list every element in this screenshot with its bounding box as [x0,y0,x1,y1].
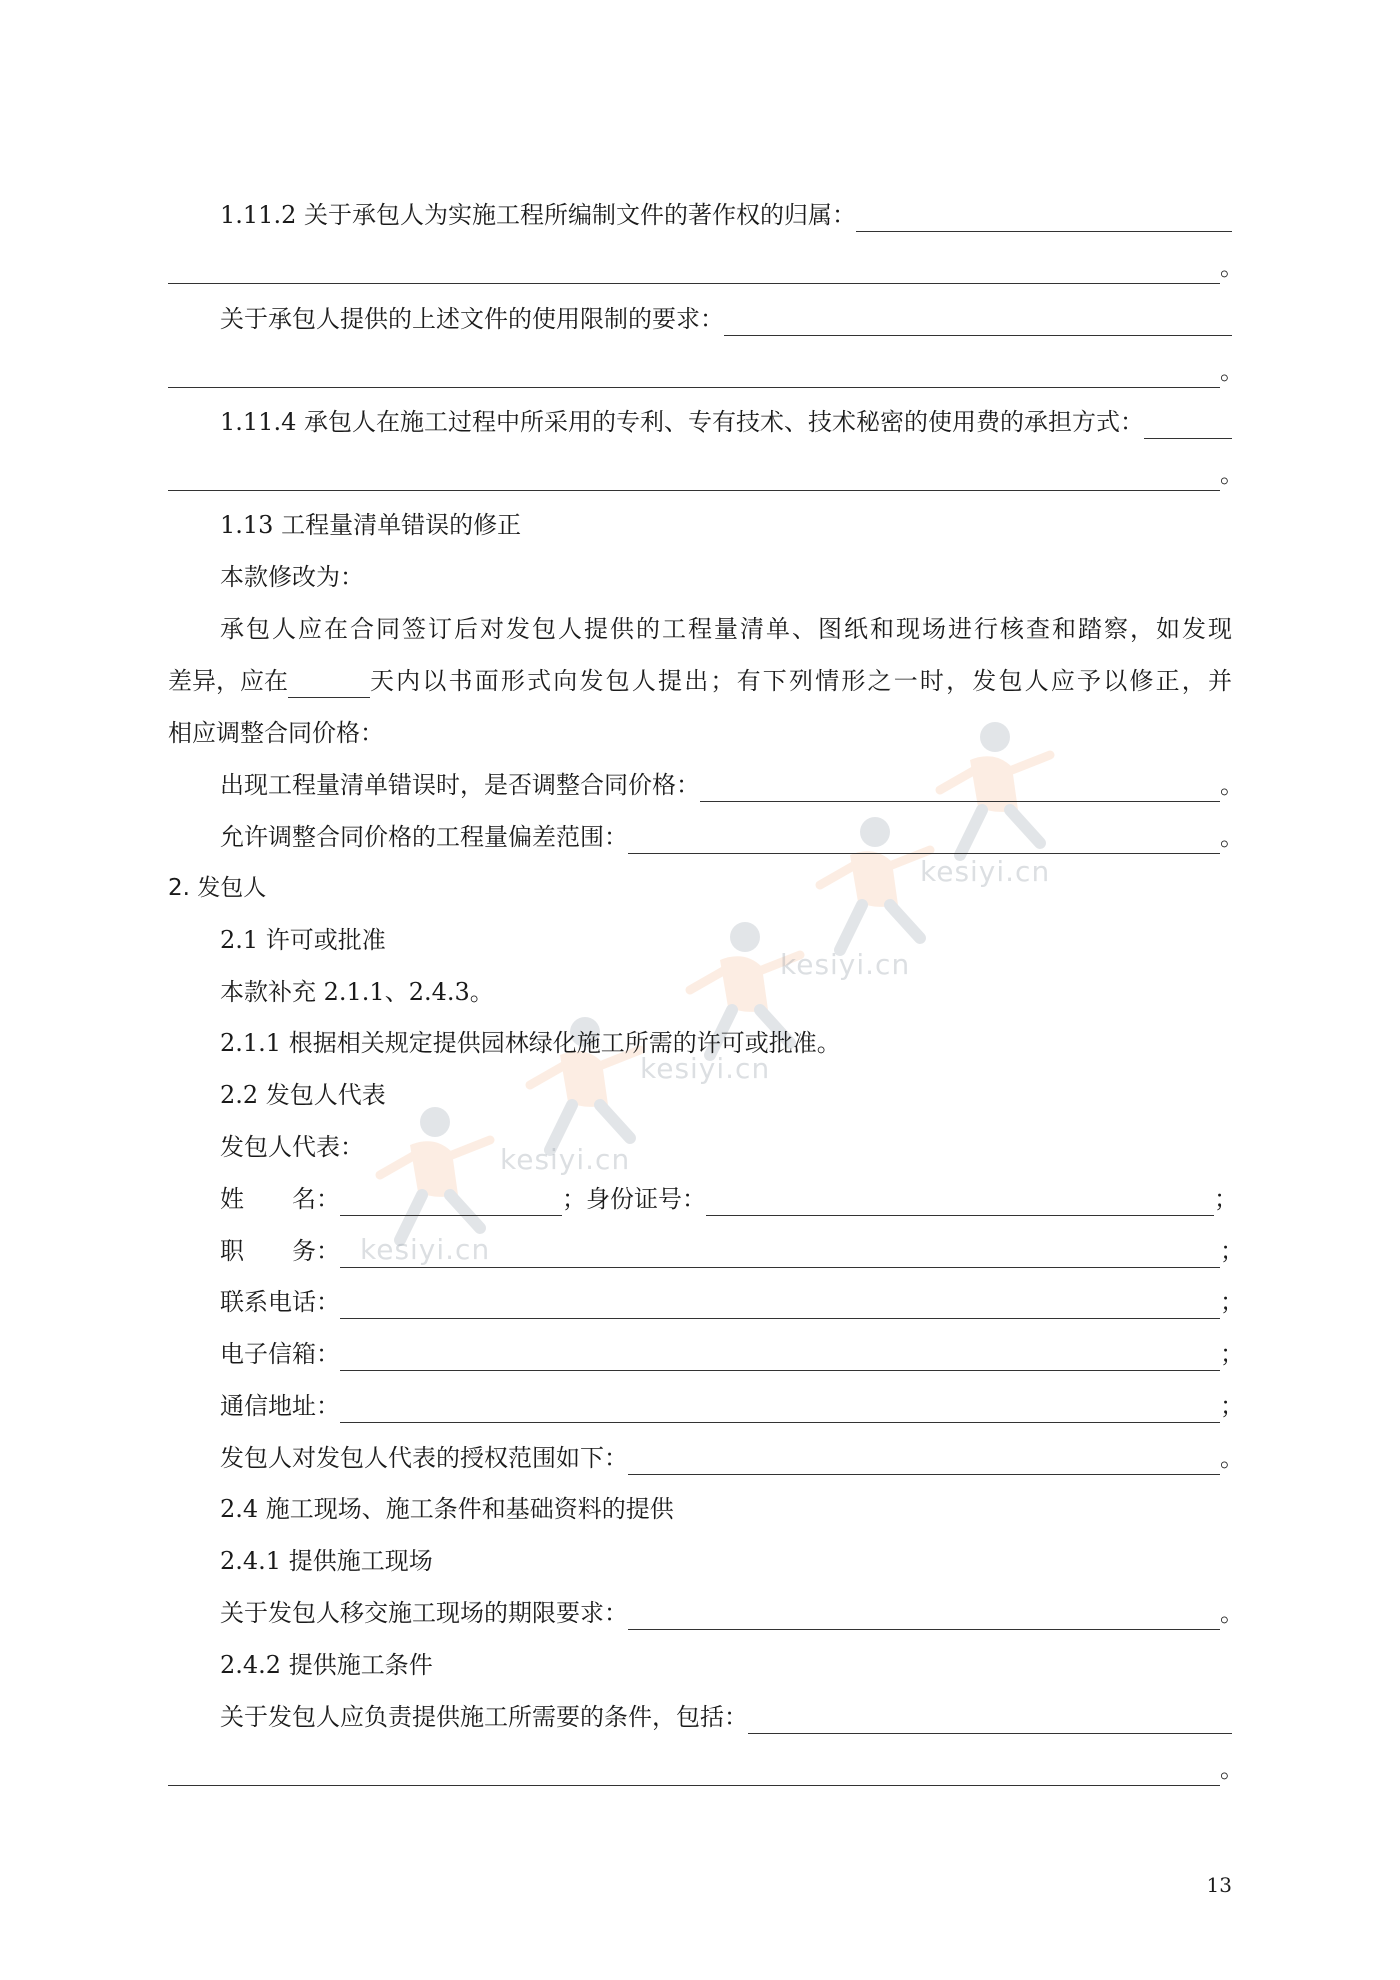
period-mark: 。 [1220,253,1244,281]
period-mark: 。 [1220,460,1244,488]
continuation-line [168,250,1244,284]
section-2-title: 2. 发包人 [168,875,267,901]
semicolon-mark: ； [1220,1288,1244,1316]
period-mark: 。 [1220,771,1244,799]
continuation-line [168,1752,1244,1786]
clause-2-4-heading [168,1492,1232,1526]
clause-1-11-4-text: 1.11.4 承包人在施工过程中所采用的专利、专有技术、技术秘密的使用费的承担方式： [220,408,1144,436]
phone-label: 联系电话： [220,1288,340,1316]
name-label: 姓 名： [220,1185,340,1213]
name-id-line [168,1182,1238,1216]
period-mark: 。 [1220,1444,1244,1472]
authorization-scope-line [168,1441,1244,1475]
phone-line [168,1285,1244,1319]
site-handover-label: 关于发包人移交施工现场的期限要求： [220,1599,628,1627]
period-mark: 。 [1220,1755,1244,1783]
semicolon-mark: ； [1220,1392,1244,1420]
modification-text: 本款修改为： [220,563,364,591]
clause-2-4-1-title: 2.4.1 提供施工现场 [220,1547,433,1575]
authorization-scope-field[interactable] [628,1447,1220,1475]
usage-restriction-line [168,302,1232,336]
clause-2-2-title: 2.2 发包人代表 [220,1081,386,1109]
paragraph-text: 承包人应在合同签订后对发包人提供的工程量清单、图纸和现场进行核查和踏察，如发现 [220,615,1232,643]
construction-conditions-field[interactable] [748,1706,1232,1734]
paragraph-line [168,716,1232,750]
clause-1-11-4-line [168,405,1232,439]
position-field[interactable] [340,1240,1220,1268]
position-label: 职 务： [220,1237,340,1265]
period-mark: 。 [1220,823,1244,851]
continuation-line [168,457,1244,491]
deviation-range-field[interactable] [628,826,1220,854]
construction-conditions-line [168,1700,1232,1734]
id-number-label: ；身份证号： [562,1185,706,1213]
clause-2-4-title: 2.4 施工现场、施工条件和基础资料的提供 [220,1495,674,1523]
royalty-bearing-field[interactable] [1144,411,1232,439]
site-handover-field[interactable] [628,1602,1220,1630]
address-field[interactable] [340,1395,1220,1423]
price-adjustment-field[interactable] [700,774,1220,802]
id-number-field[interactable] [706,1188,1214,1216]
site-handover-line [168,1596,1244,1630]
construction-conditions-label: 关于发包人应负责提供施工所需要的条件，包括： [220,1703,748,1731]
position-line [168,1234,1244,1268]
copyright-ownership-field-continued[interactable] [168,256,1220,284]
clause-1-13-title: 1.13 工程量清单错误的修正 [220,511,522,539]
paragraph-text: 差异，应在 [168,667,288,695]
supplement-text: 本款补充 2.1.1、2.4.3。 [220,978,494,1006]
section-2-heading [168,871,1232,905]
price-adjustment-text: 出现工程量清单错误时，是否调整合同价格： [220,771,700,799]
copyright-ownership-field[interactable] [856,204,1232,232]
address-label: 通信地址： [220,1392,340,1420]
address-line [168,1389,1244,1423]
semicolon-mark: ； [1220,1340,1244,1368]
name-field[interactable] [340,1188,562,1216]
paragraph-text: 相应调整合同价格： [168,719,384,747]
paragraph-line [168,612,1232,646]
usage-restriction-field[interactable] [724,308,1232,336]
clause-1-11-2-line [168,198,1232,232]
page-number: 13 [1206,1873,1232,1897]
price-adjustment-line [168,768,1244,802]
clause-1-13-heading [168,508,1232,542]
phone-field[interactable] [340,1291,1220,1319]
period-mark: 。 [1220,1599,1244,1627]
watermark-text: kesiyi.cn [640,1052,771,1085]
authorization-scope-label: 发包人对发包人代表的授权范围如下： [220,1444,628,1472]
watermark-text: kesiyi.cn [780,948,911,981]
clause-1-11-2-text: 1.11.2 关于承包人为实施工程所编制文件的著作权的归属： [220,201,856,229]
email-line [168,1337,1244,1371]
clause-2-4-1-heading [168,1544,1232,1578]
representative-label: 发包人代表： [220,1133,364,1161]
clause-2-4-2-title: 2.4.2 提供施工条件 [220,1651,433,1679]
usage-restriction-field-continued[interactable] [168,360,1220,388]
supplement-note [168,975,1232,1009]
royalty-bearing-field-continued[interactable] [168,463,1220,491]
deviation-range-text: 允许调整合同价格的工程量偏差范围： [220,823,628,851]
semicolon-mark: ； [1214,1185,1238,1213]
modification-note [168,560,1232,594]
days-field[interactable] [288,670,370,698]
watermark-text: kesiyi.cn [920,855,1051,888]
construction-conditions-field-continued[interactable] [168,1758,1220,1786]
clause-2-1-heading [168,923,1232,957]
paragraph-text: 天内以书面形式向发包人提出；有下列情形之一时，发包人应予以修正，并 [370,667,1232,695]
watermark-text: kesiyi.cn [360,1233,491,1266]
period-mark: 。 [1220,357,1244,385]
clause-2-1-title: 2.1 许可或批准 [220,926,386,954]
usage-restriction-text: 关于承包人提供的上述文件的使用限制的要求： [220,305,724,333]
clause-2-1-1-line [168,1026,1232,1060]
representative-label-line [168,1130,1232,1164]
clause-2-1-1-text: 2.1.1 根据相关规定提供园林绿化施工所需的许可或批准。 [220,1029,841,1057]
deviation-range-line [168,820,1244,854]
continuation-line [168,354,1244,388]
clause-2-4-2-heading [168,1648,1232,1682]
semicolon-mark: ； [1220,1237,1244,1265]
email-label: 电子信箱： [220,1340,340,1368]
watermark-text: kesiyi.cn [500,1143,631,1176]
clause-2-2-heading [168,1078,1232,1112]
watermark-runner-icon [340,1100,500,1250]
email-field[interactable] [340,1343,1220,1371]
paragraph-line [168,664,1232,698]
